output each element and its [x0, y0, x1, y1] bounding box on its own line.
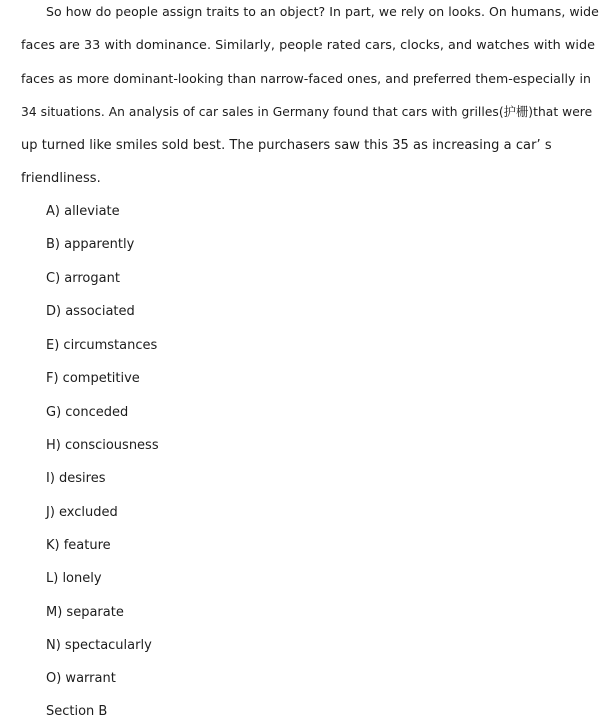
option-m: M) separate [46, 605, 124, 620]
option-j: J) excluded [46, 505, 118, 520]
passage-line-4: 34 situations. An analysis of car sales in Germany found that cars with grilles(护栅)that were [21, 105, 593, 119]
option-l: L) lonely [46, 571, 102, 586]
option-c: C) arrogant [46, 271, 120, 286]
passage-line-5: up turned like smiles sold best. The purchasers saw this 35 as increasing a car’ s [21, 138, 552, 153]
option-b: B) apparently [46, 237, 135, 252]
passage-line-2: faces are 33 with dominance. Similarly, people rated cars, clocks, and watches with wide [21, 38, 596, 53]
option-o: O) warrant [46, 671, 116, 686]
passage-line-6: friendliness. [21, 171, 101, 186]
option-n: N) spectacularly [46, 638, 152, 653]
option-f: F) competitive [46, 371, 140, 386]
option-g: G) conceded [46, 405, 129, 420]
passage-line-3: faces as more dominant-looking than narrow-faced ones, and preferred them-especially in [21, 71, 591, 86]
option-a: A) alleviate [46, 204, 120, 219]
option-i: I) desires [46, 471, 106, 486]
option-k: K) feature [46, 538, 111, 553]
option-e: E) circumstances [46, 338, 158, 353]
passage-line-1: So how do people assign traits to an object? In part, we rely on looks. On humans, wide [46, 4, 599, 19]
option-h: H) consciousness [46, 438, 159, 453]
option-d: D) associated [46, 304, 135, 319]
section-heading: Section B [46, 704, 108, 719]
